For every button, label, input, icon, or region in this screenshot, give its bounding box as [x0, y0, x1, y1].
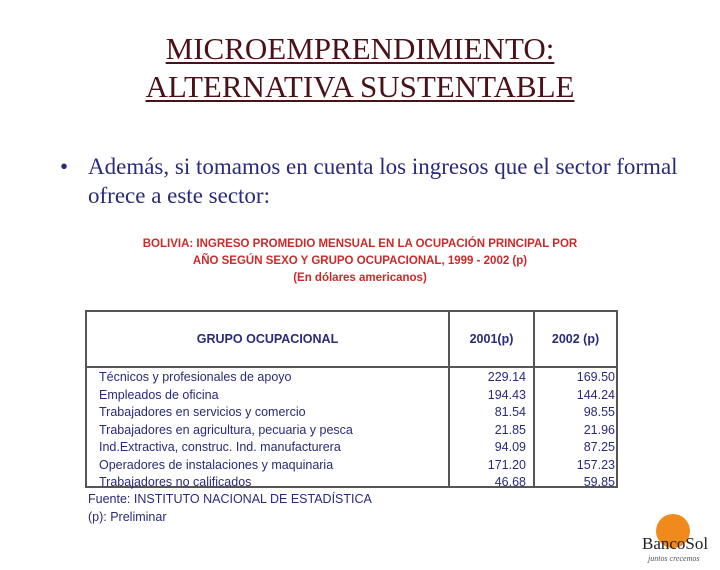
table-row: [87, 458, 616, 476]
table-title-line-2: AÑO SEGÚN SEXO Y GRUPO OCUPACIONAL, 1999 - 2002 (p): [192, 255, 528, 267]
table-note: (p): Preliminar: [88, 510, 167, 524]
row-value-2002: 157.23: [576, 457, 615, 472]
table-title: [80, 236, 640, 287]
row-label: Técnicos y profesionales de apoyo: [99, 370, 292, 384]
logo-brand: BancoSol: [642, 534, 709, 553]
table-row: [87, 423, 616, 441]
table-header: [87, 312, 616, 368]
row-value-2001: 194.43: [487, 387, 526, 402]
bullet-icon: •: [60, 154, 69, 179]
table-row: [87, 440, 616, 458]
row-value-2001: 94.09: [494, 440, 526, 454]
title-line-2: ALTERNATIVA SUSTENTABLE: [145, 69, 575, 104]
row-value-2002: 87.25: [583, 440, 615, 454]
header-group: GRUPO OCUPACIONAL: [196, 332, 339, 346]
row-value-2002: 21.96: [583, 422, 615, 437]
table-row: [87, 475, 616, 493]
title-line-1: MICROEMPRENDIMIENTO:: [165, 31, 555, 66]
row-label: Trabajadores no calificados: [99, 475, 252, 489]
row-value-2001: 171.20: [487, 457, 526, 472]
bancosol-logo: [638, 512, 718, 567]
slide-title: [0, 30, 720, 106]
table-title-line-3: (En dólares americanos): [293, 272, 427, 284]
income-table: [85, 310, 618, 488]
row-value-2002: 98.55: [583, 405, 615, 419]
row-value-2002: 169.50: [576, 370, 615, 384]
table-row: [87, 388, 616, 406]
row-value-2001: 229.14: [487, 370, 526, 384]
row-value-2002: 59.85: [583, 475, 615, 489]
row-value-2001: 81.54: [494, 405, 526, 419]
table-source: Fuente: INSTITUTO NACIONAL DE ESTADÍSTICA: [88, 492, 372, 506]
table-row: [87, 405, 616, 423]
table-row: [87, 370, 616, 388]
row-value-2001: 46.68: [494, 475, 526, 489]
row-value-2002: 144.24: [576, 387, 615, 402]
row-label: Empleados de oficina: [99, 387, 219, 402]
table-body: [87, 370, 616, 493]
table-title-line-1: BOLIVIA: INGRESO PROMEDIO MENSUAL EN LA OCUPACIÓN PRINCIPAL POR: [142, 238, 578, 250]
logo-tagline: juntos crecemos: [648, 554, 700, 563]
row-label: Trabajadores en agricultura, pecuaria y pesca: [99, 422, 353, 437]
header-2002: 2002 (p): [551, 332, 600, 346]
row-label: Trabajadores en servicios y comercio: [99, 405, 306, 419]
row-label: Operadores de instalaciones y maquinaria: [99, 457, 334, 472]
bullet-text: Además, si tomamos en cuenta los ingresos que el sector formal ofrece a este sector:: [88, 154, 678, 208]
header-2001: 2001(p): [469, 332, 514, 346]
row-value-2001: 21.85: [494, 422, 526, 437]
row-label: Ind.Extractiva, construc. Ind. manufacturera: [99, 440, 341, 454]
